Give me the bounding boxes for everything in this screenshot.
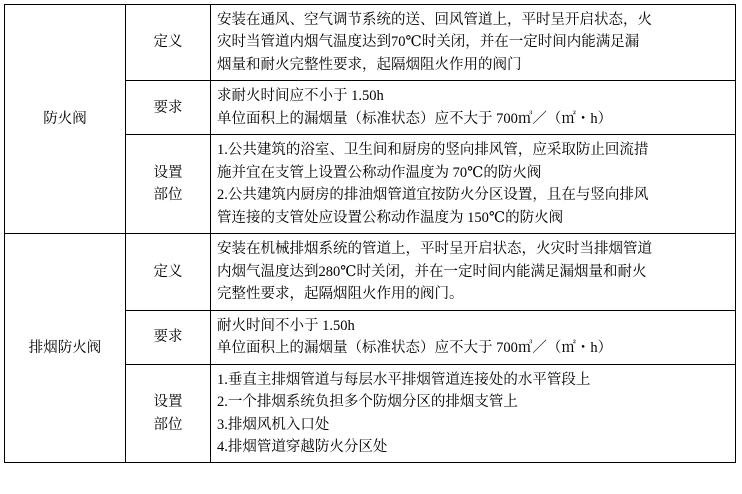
text-line: 2.一个排烟系统负担多个防烟分区的排烟支管上 [217,394,518,411]
text-line: 安装在通风、空气调节系统的送、回风管道上，平时呈开启状态，火 [217,12,652,28]
cell-requirement-2 [211,310,736,364]
text-line: 单位面积上的漏烟量（标准状态）应不大于 700㎥／（㎡・h） [217,110,613,127]
cell-location-2 [211,364,736,463]
text-line: 灾时当管道内烟气温度达到70℃时关闭，并在一定时间内能满足漏 [217,34,640,51]
text-line: 2.公共建筑内厨房的排油烟管道宜按防火分区设置，且在与竖向排风 [217,187,649,204]
cell-requirement-1 [211,81,736,135]
label-line: 定义 [153,34,183,51]
label-line: 设置 [153,164,183,181]
fire-damper-spec-table [4,4,736,463]
text-line: 单位面积上的漏烟量（标准状态）应不大于 700㎥／（㎡・h） [217,340,613,357]
text-line: 1.公共建筑的浴室、卫生间和厨房的竖向排风管，应采取防止回流措 [217,142,649,159]
text-line: 1.垂直主排烟管道与每层水平排烟管道连接处的水平管段上 [217,371,591,388]
row-header-component-2: 排烟防火阀 [5,234,126,463]
label-line: 部位 [153,187,183,204]
table-row [5,234,736,310]
row-label-location-2 [126,364,211,463]
text-line: 内烟气温度达到280℃时关闭，并在一定时间内能满足漏烟量和耐火 [217,263,647,280]
row-label-definition-2 [126,234,211,310]
row-label-location-1 [126,135,211,234]
text-line: 3.排烟风机入口处 [217,416,330,433]
row-header-component-1: 防火阀 [5,5,126,234]
cell-location-1 [211,135,736,234]
text-line: 安装在机械排烟系统的管道上，平时呈开启状态，火灾时当排烟管道 [217,241,652,258]
text-line: 管连接的支管处应设置公称动作温度为 150℃的防火阀 [217,209,564,226]
label-line: 要求 [153,328,183,345]
label-line: 设置 [153,394,183,411]
label-line: 部位 [153,416,183,433]
row-label-requirement-1 [126,81,211,135]
label-line: 定义 [153,263,183,280]
row-label-requirement-2 [126,310,211,364]
cell-definition-1 [211,5,736,81]
text-line: 求耐火时间应不小于 1.50h [217,88,384,105]
text-line: 烟量和耐火完整性要求，起隔烟阻火作用的阀门 [217,56,522,73]
row-label-definition-1 [126,5,211,81]
text-line: 耐火时间不小于 1.50h [217,317,355,334]
label-line: 要求 [153,99,183,116]
cell-definition-2 [211,234,736,310]
text-line: 完整性要求，起隔烟阻火作用的阀门。 [217,286,464,303]
text-line: 施并宜在支管上设置公称动作温度为 70℃的防火阀 [217,164,542,181]
table-row [5,5,736,81]
text-line: 4.排烟管道穿越防火分区处 [217,438,388,455]
